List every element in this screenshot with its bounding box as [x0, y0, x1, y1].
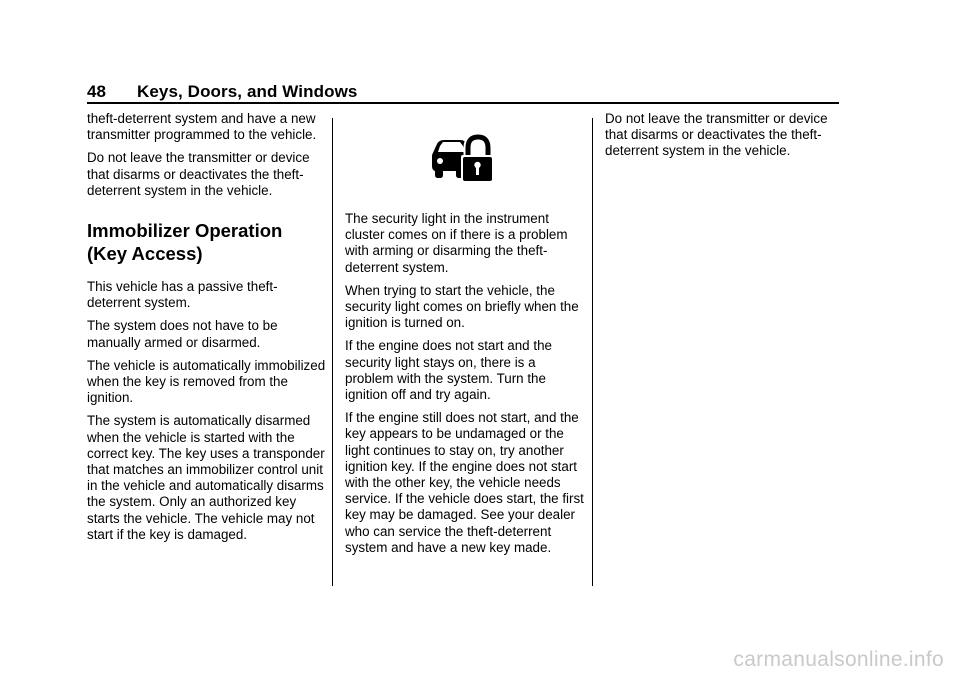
watermark: carmanualsonline.info [733, 648, 944, 671]
paragraph: Do not leave the transmitter or device that disarms or deactivates the theft-deterrent system in the vehicle. [87, 150, 310, 198]
paragraph: If the engine does not start and the security light stays on, there is a problem with the system. Turn the ignition off and try again. [345, 338, 552, 403]
paragraph: Do not leave the transmitter or device that disarms or deactivates the theft-deterrent system in the vehicle. [605, 111, 828, 159]
page-number: 48 [87, 82, 107, 101]
section-heading [87, 219, 327, 265]
section-heading-line-1: Immobilizer Operation [87, 220, 283, 242]
paragraph: The system is automatically disarmed when the vehicle is started with the correct key. The key uses a transponder that matches an immobilizer control unit in the vehicle and automatically disarms the system. Only an authorized key starts the vehicle. The vehicle may not start if the key is damaged. [87, 413, 325, 542]
column-2 [345, 211, 585, 563]
column-3 [605, 111, 845, 167]
column-divider [592, 118, 593, 586]
paragraph: The system does not have to be manually armed or disarmed. [87, 318, 278, 350]
header-rule [87, 102, 839, 104]
security-light-icon [430, 133, 494, 185]
column-divider [332, 118, 333, 586]
paragraph: The security light in the instrument cluster comes on if there is a problem with arming or disarming the theft-deterrent system. [345, 211, 568, 275]
paragraph: If the engine still does not start, and the key appears to be undamaged or the light continues to stay on, try another ignition key. If the engine does not start with the other key, the vehicle needs service. If the vehicle does start, the first key may be damaged. See your dealer who can service the theft-deterrent system and have a new key made. [345, 410, 584, 555]
paragraph: When trying to start the vehicle, the security light comes on briefly when the ignition is turned on. [345, 282, 579, 331]
paragraph: The vehicle is automatically immobilized when the key is removed from the ignition. [87, 357, 326, 406]
section-heading-line-2: (Key Access) [87, 243, 203, 265]
chapter-title: Keys, Doors, and Windows [137, 82, 358, 101]
column-1 [87, 111, 327, 550]
paragraph: This vehicle has a passive theft-deterrent system. [87, 279, 278, 311]
page-header [87, 82, 357, 104]
paragraph: theft-deterrent system and have a new transmitter programmed to the vehicle. [87, 111, 317, 143]
